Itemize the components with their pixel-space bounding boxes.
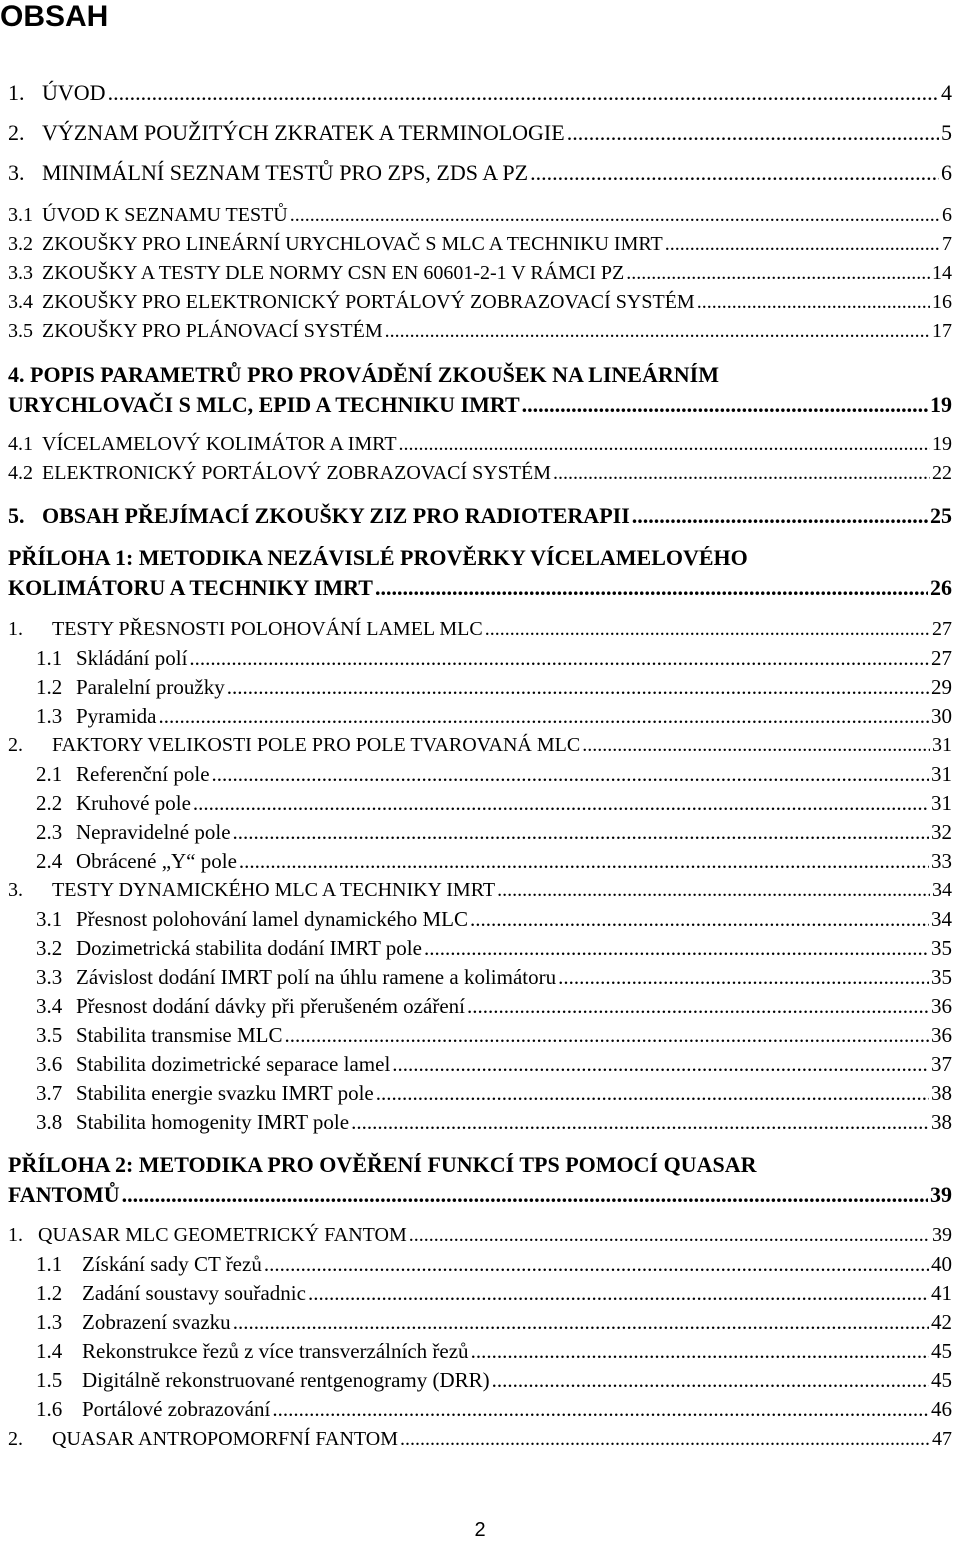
toc-entry[interactable]	[36, 1339, 952, 1364]
toc-leader-dots	[558, 965, 929, 990]
toc-entry-number: 3.	[8, 879, 23, 901]
toc-entry-title: ÚVOD K SEZNAMU TESTŮ	[42, 204, 288, 226]
toc-leader-dots	[233, 1310, 929, 1335]
toc-entry-page: 27	[931, 646, 952, 670]
toc-entry-title: Kruhové pole	[76, 791, 191, 815]
toc-leader-dots	[108, 80, 939, 106]
toc-leader-dots	[233, 820, 929, 845]
toc-entry-title: FAKTORY VELIKOSTI POLE PRO POLE TVAROVANÁ MLC	[52, 734, 581, 756]
toc-entry-title: Závislost dodání IMRT polí na úhlu ramene a kolimátoru	[76, 965, 557, 989]
toc-entry[interactable]	[8, 461, 952, 485]
toc-leader-dots	[697, 290, 930, 314]
toc-entry-page: 38	[931, 1110, 952, 1134]
toc-entry-title: Stabilita energie svazku IMRT pole	[76, 1081, 374, 1105]
toc-entry[interactable]	[8, 878, 952, 902]
toc-entry-title: VÍCELAMELOVÝ KOLIMÁTOR A IMRT	[42, 433, 397, 455]
toc-entry-title: Zadání soustavy souřadnic	[82, 1281, 306, 1305]
toc-entry[interactable]	[36, 936, 952, 961]
toc-entry-number: 1.3	[36, 1310, 63, 1334]
toc-entry-page: 31	[932, 734, 952, 756]
toc-heading-line: PŘÍLOHA 1: METODIKA NEZÁVISLÉ PROVĚRKY VÍCELAMELOVÉHO	[8, 545, 748, 570]
toc-entry-title: TESTY PŘESNOSTI POLOHOVÁNÍ LAMEL MLC	[52, 618, 483, 640]
toc-entry-number: 4.2	[8, 462, 33, 484]
toc-entry-number: 1.1	[36, 646, 63, 670]
toc-leader-dots	[400, 1427, 930, 1451]
toc-entry-number: 1.	[8, 80, 25, 105]
toc-entry[interactable]	[36, 994, 952, 1019]
toc-entry-title: Nepravidelné pole	[76, 820, 231, 844]
toc-entry[interactable]	[8, 120, 952, 146]
toc-entry[interactable]	[36, 849, 952, 874]
toc-leader-dots	[485, 617, 930, 641]
toc-entry-title: ÚVOD	[42, 80, 106, 105]
toc-leader-dots	[375, 575, 928, 601]
toc-entry-page: 30	[931, 704, 952, 728]
toc-entry-title: QUASAR MLC GEOMETRICKÝ FANTOM	[38, 1224, 407, 1246]
toc-entry-title: Referenční pole	[76, 762, 210, 786]
toc-entry-number: 2.	[8, 120, 25, 145]
toc-entry-title: Dozimetrická stabilita dodání IMRT pole	[76, 936, 422, 960]
toc-leader-dots	[392, 1052, 929, 1077]
toc-entry-title: Portálové zobrazování	[82, 1397, 271, 1421]
toc-entry-number: 3.1	[36, 907, 63, 931]
toc-leader-dots	[470, 907, 929, 932]
toc-leader-dots	[471, 1339, 929, 1364]
toc-leader-dots	[284, 1023, 929, 1048]
toc-entry[interactable]	[8, 261, 952, 285]
toc-entry-title: KOLIMÁTORU A TECHNIKY IMRT	[8, 575, 373, 600]
toc-entry-number: 1.	[8, 1224, 23, 1246]
toc-entry-title: MINIMÁLNÍ SEZNAM TESTŮ PRO ZPS, ZDS A PZ	[42, 160, 529, 185]
toc-entry-page: 4	[941, 80, 952, 105]
toc-entry-number: 3.8	[36, 1110, 63, 1134]
toc-entry-page: 25	[930, 503, 952, 528]
toc-leader-dots	[553, 461, 930, 485]
toc-entry-page: 32	[931, 820, 952, 844]
toc-entry-page: 40	[931, 1252, 952, 1276]
toc-entry[interactable]	[8, 160, 952, 186]
toc-entry-title: FANTOMŮ	[8, 1182, 120, 1207]
toc-entry-page: 22	[932, 462, 952, 484]
toc-entry-number: 1.3	[36, 704, 63, 728]
toc-entry-number: 1.	[8, 618, 23, 640]
toc-entry-title: Stabilita homogenity IMRT pole	[76, 1110, 350, 1134]
toc-entry-page: 7	[942, 233, 952, 255]
toc-heading-line: PŘÍLOHA 2: METODIKA PRO OVĚŘENÍ FUNKCÍ TPS POMOCÍ QUASAR	[8, 1152, 757, 1177]
toc-entry-title: Přesnost polohování lamel dynamického MLC	[76, 907, 468, 931]
toc-entry[interactable]	[36, 1368, 952, 1393]
toc-entry-title: URYCHLOVAČI S MLC, EPID A TECHNIKU IMRT	[8, 392, 520, 417]
toc-entry-page: 41	[931, 1281, 952, 1305]
toc-entry-page: 35	[931, 965, 952, 989]
toc-entry-number: 1.5	[36, 1368, 63, 1392]
toc-entry-page: 17	[932, 320, 952, 342]
toc-entry-title: Stabilita transmise MLC	[76, 1023, 283, 1047]
toc-entry-title: Získání sady CT řezů	[82, 1252, 262, 1276]
toc-entry-number: 3.7	[36, 1081, 63, 1105]
toc-leader-dots	[582, 733, 930, 757]
toc-entry-title: ZKOUŠKY PRO ELEKTRONICKÝ PORTÁLOVÝ ZOBRAZOVACÍ SYSTÉM	[42, 291, 695, 313]
toc-leader-dots	[158, 704, 929, 729]
toc-leader-dots	[530, 160, 939, 186]
toc-entry-number: 3.3	[8, 262, 33, 284]
toc-entry-page: 6	[941, 160, 952, 185]
toc-entry-number: 1.2	[36, 1281, 63, 1305]
toc-entry-number: 1.4	[36, 1339, 63, 1363]
toc-entry-page: 46	[931, 1397, 952, 1421]
toc-entry[interactable]	[36, 762, 952, 787]
toc-entry[interactable]	[36, 907, 952, 932]
toc-leader-dots	[424, 936, 929, 961]
toc-entry-number: 3.5	[8, 320, 33, 342]
toc-leader-dots	[272, 1397, 929, 1422]
toc-entry-number: 2.4	[36, 849, 63, 873]
toc-entry-page: 31	[931, 762, 952, 786]
toc-entry-number: 2.2	[36, 791, 63, 815]
toc-entry-page: 45	[931, 1368, 952, 1392]
toc-entry-number: 3.6	[36, 1052, 63, 1076]
toc-entry[interactable]	[36, 1310, 952, 1335]
toc-leader-dots	[308, 1281, 929, 1306]
toc-leader-dots	[239, 849, 929, 874]
toc-leader-dots	[351, 1110, 929, 1135]
toc-entry-page: 31	[931, 791, 952, 815]
toc-leader-dots	[632, 503, 928, 529]
toc-entry-page: 39	[932, 1224, 952, 1246]
toc-entry[interactable]	[36, 1281, 952, 1306]
toc-entry[interactable]	[36, 675, 952, 700]
toc-entry[interactable]	[36, 646, 952, 671]
toc-entry-number: 1.1	[36, 1252, 63, 1276]
toc-entry[interactable]	[36, 791, 952, 816]
toc-leader-dots	[409, 1223, 930, 1247]
toc-entry-title: Paralelní proužky	[76, 675, 225, 699]
toc-entry-title: VÝZNAM POUŽITÝCH ZKRATEK A TERMINOLOGIE	[42, 120, 565, 145]
toc-leader-dots	[212, 762, 929, 787]
toc-entry-number: 4.1	[8, 433, 33, 455]
toc-entry[interactable]	[36, 1081, 952, 1106]
toc-entry-page: 36	[931, 1023, 952, 1047]
document-heading: OBSAH	[0, 0, 109, 33]
toc-entry-page: 6	[942, 204, 952, 226]
toc-leader-dots	[122, 1182, 928, 1208]
toc-entry-number: 2.3	[36, 820, 63, 844]
toc-entry-page: 5	[941, 120, 952, 145]
toc-entry-page: 37	[931, 1052, 952, 1076]
toc-entry-title: Pyramida	[76, 704, 157, 728]
toc-entry-title: QUASAR ANTROPOMORFNÍ FANTOM	[52, 1428, 398, 1450]
toc-entry-title: ZKOUŠKY A TESTY DLE NORMY CSN EN 60601-2-1 V RÁMCI PZ	[42, 262, 625, 284]
toc-leader-dots	[626, 261, 930, 285]
toc-entry-title: TESTY DYNAMICKÉHO MLC A TECHNIKY IMRT	[52, 879, 496, 901]
toc-entry-page: 42	[931, 1310, 952, 1334]
toc-entry-title: ZKOUŠKY PRO PLÁNOVACÍ SYSTÉM	[42, 320, 383, 342]
toc-entry-number: 3.5	[36, 1023, 63, 1047]
toc-entry[interactable]	[8, 203, 952, 227]
toc-leader-dots	[399, 432, 930, 456]
toc-leader-dots	[497, 878, 930, 902]
toc-leader-dots	[290, 203, 940, 227]
toc-leader-dots	[227, 675, 929, 700]
toc-entry-number: 2.	[8, 1428, 23, 1450]
toc-entry[interactable]	[8, 733, 952, 757]
toc-entry-title: Přesnost dodání dávky při přerušeném ozáření	[76, 994, 465, 1018]
toc-leader-dots	[522, 392, 928, 418]
toc-entry[interactable]	[8, 319, 952, 343]
toc-leader-dots	[492, 1368, 929, 1393]
toc-leader-dots	[376, 1081, 929, 1106]
toc-entry-number: 2.1	[36, 762, 63, 786]
toc-entry-number: 1.6	[36, 1397, 63, 1421]
toc-entry-title: Rekonstrukce řezů z více transverzálních řezů	[82, 1339, 469, 1363]
toc-entry-page: 29	[931, 675, 952, 699]
toc-entry-title: Skládání polí	[76, 646, 188, 670]
toc-entry-number: 3.4	[36, 994, 63, 1018]
toc-entry[interactable]	[8, 1427, 952, 1451]
toc-entry[interactable]	[8, 617, 952, 641]
toc-entry[interactable]	[36, 1052, 952, 1077]
toc-entry-number: 5.	[8, 503, 25, 528]
toc-entry-number: 2.	[8, 734, 23, 756]
toc-leader-dots	[665, 232, 940, 256]
toc-entry-page: 35	[931, 936, 952, 960]
toc-entry-page: 34	[931, 907, 952, 931]
toc-entry[interactable]	[8, 575, 952, 601]
toc-leader-dots	[467, 994, 929, 1019]
toc-entry-title: Stabilita dozimetrické separace lamel	[76, 1052, 391, 1076]
toc-entry[interactable]	[36, 1397, 952, 1422]
toc-entry-page: 19	[932, 433, 952, 455]
toc-entry[interactable]	[36, 965, 952, 990]
toc-leader-dots	[567, 120, 939, 146]
toc-entry[interactable]	[8, 392, 952, 418]
toc-entry-title: Obrácené „Y“ pole	[76, 849, 237, 873]
toc-entry-page: 14	[932, 262, 952, 284]
toc-entry-page: 38	[931, 1081, 952, 1105]
toc-entry[interactable]	[8, 432, 952, 456]
toc-entry-page: 45	[931, 1339, 952, 1363]
toc-entry[interactable]	[8, 232, 952, 256]
toc-leader-dots	[193, 791, 929, 816]
toc-entry-page: 39	[930, 1182, 952, 1207]
page-number: 2	[474, 1519, 486, 1541]
toc-entry[interactable]	[36, 820, 952, 845]
toc-leader-dots	[264, 1252, 929, 1277]
toc-entry-page: 34	[932, 879, 952, 901]
toc-leader-dots	[189, 646, 929, 671]
toc-entry[interactable]	[36, 1110, 952, 1135]
toc-entry[interactable]	[8, 503, 952, 529]
toc-entry-title: ELEKTRONICKÝ PORTÁLOVÝ ZOBRAZOVACÍ SYSTÉM	[42, 462, 551, 484]
toc-entry[interactable]	[8, 1182, 952, 1208]
toc-entry[interactable]	[8, 290, 952, 314]
toc-heading-line: 4. POPIS PARAMETRŮ PRO PROVÁDĚNÍ ZKOUŠEK NA LINEÁRNÍM	[8, 362, 719, 387]
toc-entry-number: 3.4	[8, 291, 33, 313]
toc-entry-page: 16	[932, 291, 952, 313]
toc-entry-title: OBSAH PŘEJÍMACÍ ZKOUŠKY ZIZ PRO RADIOTERAPII	[42, 503, 630, 528]
toc-entry-number: 3.2	[8, 233, 33, 255]
toc-entry-number: 3.3	[36, 965, 63, 989]
toc-entry[interactable]	[36, 1252, 952, 1277]
toc-entry-number: 3.2	[36, 936, 63, 960]
toc-entry-page: 26	[930, 575, 952, 600]
toc-entry-number: 3.	[8, 160, 25, 185]
toc-entry[interactable]	[36, 1023, 952, 1048]
toc-entry-number: 1.2	[36, 675, 63, 699]
toc-entry[interactable]	[36, 704, 952, 729]
toc-entry-page: 47	[932, 1428, 952, 1450]
toc-entry-page: 19	[930, 392, 952, 417]
toc-leader-dots	[385, 319, 930, 343]
toc-entry[interactable]	[8, 1223, 952, 1247]
toc-entry-title: Zobrazení svazku	[82, 1310, 231, 1334]
toc-entry[interactable]	[8, 80, 952, 106]
toc-entry-title: ZKOUŠKY PRO LINEÁRNÍ URYCHLOVAČ S MLC A TECHNIKU IMRT	[42, 233, 663, 255]
toc-entry-number: 3.1	[8, 204, 33, 226]
toc-entry-page: 36	[931, 994, 952, 1018]
toc-entry-page: 27	[932, 618, 952, 640]
toc-entry-page: 33	[931, 849, 952, 873]
toc-entry-title: Digitálně rekonstruované rentgenogramy (DRR)	[82, 1368, 490, 1392]
